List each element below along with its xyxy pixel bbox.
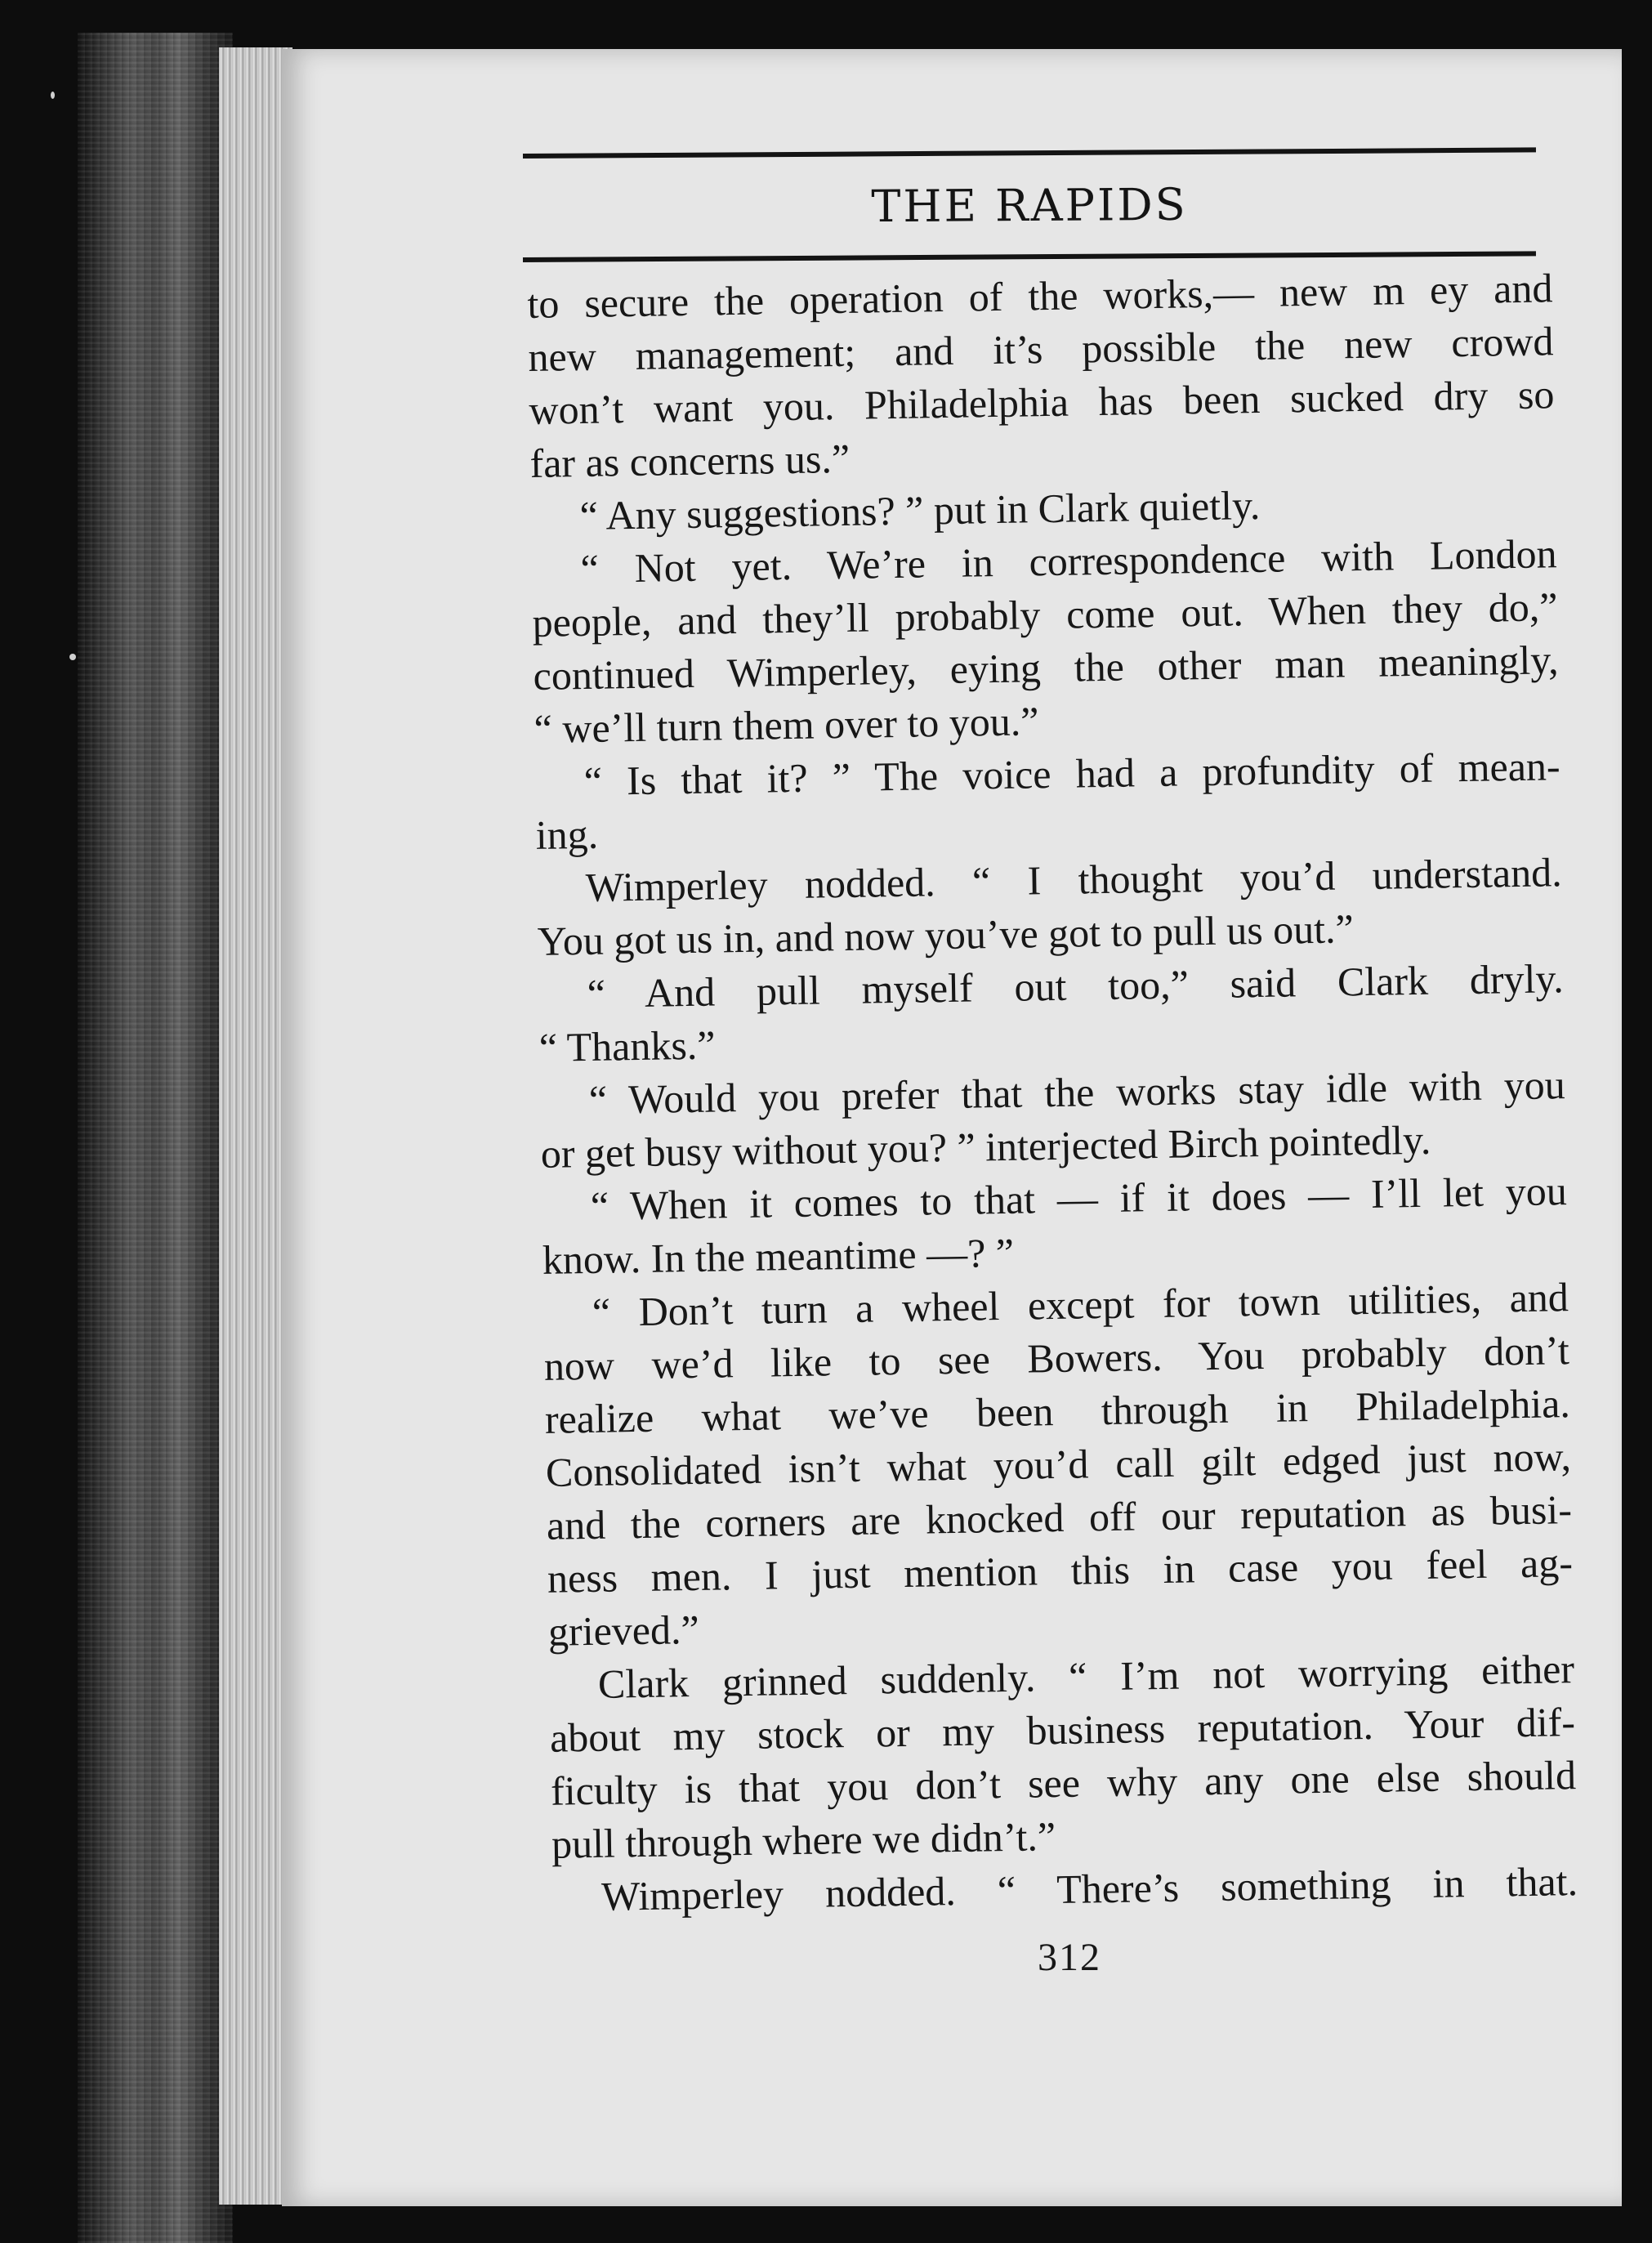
text-line: and the corners are knocked off our reputation as busi- [546, 1486, 1573, 1548]
dust-speck [51, 92, 55, 99]
text-line: new management; and it’s possible the new crowd [528, 318, 1554, 380]
text-line: “ When it comes to that — if it does — I’ll let you [590, 1168, 1568, 1229]
book-spine [78, 33, 233, 2243]
text-line: or get busy without you? ” interjected Birch pointedly. [540, 1116, 1431, 1177]
text-line: “ Would you prefer that the works stay idle with you [588, 1061, 1566, 1123]
text-line: far as concerns us.” [529, 435, 851, 486]
text-line: “ Thanks.” [538, 1021, 716, 1070]
text-line: Clark grinned suddenly. “ I’m not worrying either [597, 1646, 1575, 1707]
dust-speck [69, 654, 76, 660]
text-line: “ we’ll turn them over to you.” [534, 698, 1039, 752]
text-line: grieved.” [547, 1606, 700, 1655]
text-line: realize what we’ve been through in Philadelphia. [544, 1380, 1571, 1442]
running-head: THE RAPIDS [871, 178, 1188, 233]
page-number: 312 [1038, 1936, 1101, 1979]
text-line: “ Is that it? ” The voice had a profundity of mean- [583, 743, 1560, 804]
text-line: won’t want you. Philadelphia has been sucked dry so [529, 371, 1555, 433]
text-line: Consolidated isn’t what you’d call gilt edged just now, [545, 1433, 1572, 1495]
text-line: ness men. I just mention this in case you feel ag- [547, 1539, 1574, 1602]
text-line: “ Any suggestions? ” put in Clark quietly. [579, 481, 1261, 539]
text-line: pull through where we didn’t.” [551, 1813, 1056, 1867]
body-text [527, 261, 1578, 1924]
text-line: to secure the operation of the works,— new m ey and [527, 265, 1553, 327]
text-line: You got us in, and now you’ve got to pull us out.” [537, 905, 1355, 964]
text-line: know. In the meantime —? ” [542, 1229, 1015, 1283]
text-line: “ Don’t turn a wheel except for town utilities, and [592, 1274, 1569, 1335]
text-line: continued Wimperley, eying the other man meaningly, [533, 637, 1559, 699]
text-line: ficulty is that you don’t see why any one else should [550, 1752, 1577, 1814]
text-line: Wimperley nodded. “ I thought you’d understand. [585, 849, 1563, 910]
text-line: Wimperley nodded. “ There’s something in that. [601, 1858, 1578, 1919]
text-line: “ And pull myself out too,” said Clark dryly. [587, 955, 1565, 1016]
text-line: ing. [535, 811, 599, 858]
text-line: people, and they’ll probably come out. When they do,” [532, 583, 1558, 646]
text-line: now we’d like to see Bowers. You probably don’t [543, 1327, 1570, 1389]
text-line: about my stock or my business reputation. Your dif- [549, 1699, 1576, 1761]
text-line: “ Not yet. We’re in correspondence with London [580, 530, 1557, 592]
